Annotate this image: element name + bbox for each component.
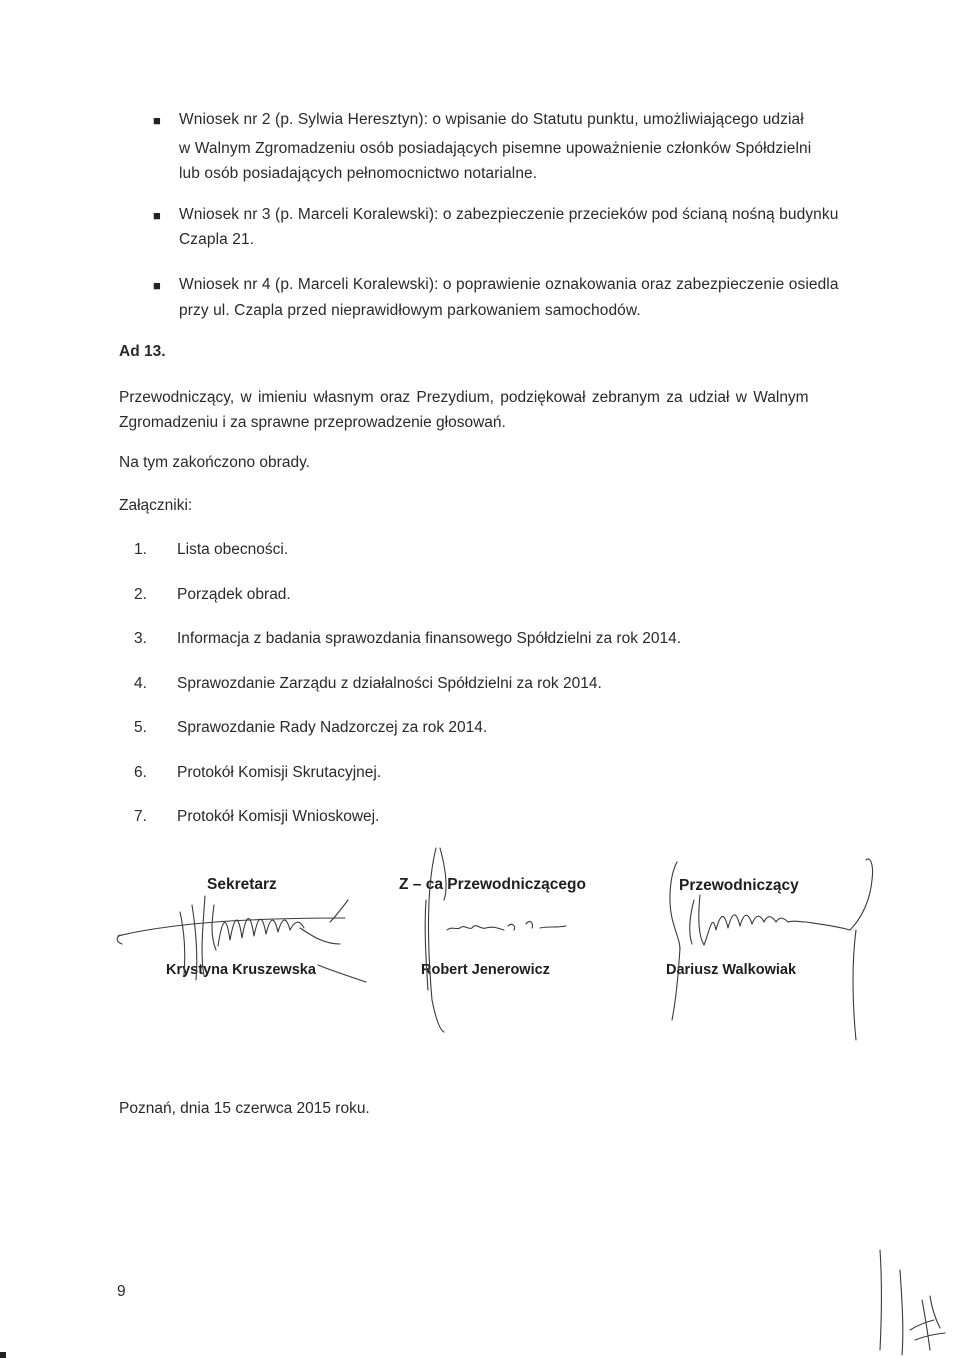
list-item: Sprawozdanie Rady Nadzorczej za rok 2014. bbox=[177, 719, 488, 736]
section-heading: Ad 13. bbox=[119, 343, 166, 360]
bullet-icon: ■ bbox=[153, 208, 161, 223]
list-item: Protokół Komisji Skrutacyjnej. bbox=[177, 764, 382, 781]
list-number: 1. bbox=[134, 541, 147, 558]
signature-name-secretary: Krystyna Kruszewska bbox=[166, 962, 316, 978]
list-item: Porządek obrad. bbox=[177, 586, 291, 603]
list-number: 3. bbox=[134, 630, 147, 647]
bullet-icon: ■ bbox=[153, 278, 161, 293]
place-and-date: Poznań, dnia 15 czerwca 2015 roku. bbox=[119, 1100, 370, 1117]
motion-text: Czapla 21. bbox=[179, 231, 255, 248]
signature-role-deputy: Z – ca Przewodniczącego bbox=[399, 876, 586, 893]
closing-paragraph-line: Zgromadzeniu i za sprawne przeprowadzenie głosowań. bbox=[119, 414, 506, 431]
motion-text: Wniosek nr 4 (p. Marceli Koralewski): o poprawienie oznakowania oraz zabezpieczenie osiedla bbox=[179, 276, 839, 293]
signature-role-secretary: Sekretarz bbox=[207, 876, 277, 893]
list-number: 2. bbox=[134, 586, 147, 603]
list-item: Informacja z badania sprawozdania finansowego Spółdzielni za rok 2014. bbox=[177, 630, 682, 647]
motion-text: Wniosek nr 3 (p. Marceli Koralewski): o zabezpieczenie przecieków pod ścianą nośną budynku bbox=[179, 206, 839, 223]
motion-text: lub osób posiadających pełnomocnictwo notarialne. bbox=[179, 165, 538, 182]
list-number: 7. bbox=[134, 808, 147, 825]
motion-text: przy ul. Czapla przed nieprawidłowym parkowaniem samochodów. bbox=[179, 302, 641, 319]
list-number: 5. bbox=[134, 719, 147, 736]
signature-name-deputy: Robert Jenerowicz bbox=[421, 962, 550, 978]
bullet-icon: ■ bbox=[153, 113, 161, 128]
list-item: Lista obecności. bbox=[177, 541, 289, 558]
closing-paragraph-line: Przewodniczący, w imieniu własnym oraz Prezydium, podziękował zebranym za udział w Walnym bbox=[119, 389, 809, 406]
motion-text: Wniosek nr 2 (p. Sylwia Heresztyn): o wpisanie do Statutu punktu, umożliwiającego udział bbox=[179, 111, 804, 128]
list-item: Sprawozdanie Zarządu z działalności Spółdzielni za rok 2014. bbox=[177, 675, 602, 692]
attachments-heading: Załączniki: bbox=[119, 497, 193, 514]
list-number: 4. bbox=[134, 675, 147, 692]
motion-text: w Walnym Zgromadzeniu osób posiadających pisemne upoważnienie członków Spółdzielni bbox=[179, 140, 812, 157]
page-number: 9 bbox=[117, 1283, 126, 1300]
signature-name-chairman: Dariusz Walkowiak bbox=[666, 962, 797, 978]
list-number: 6. bbox=[134, 764, 147, 781]
closing-line: Na tym zakończono obrady. bbox=[119, 454, 310, 471]
signature-role-chairman: Przewodniczący bbox=[679, 877, 799, 894]
list-item: Protokół Komisji Wnioskowej. bbox=[177, 808, 380, 825]
